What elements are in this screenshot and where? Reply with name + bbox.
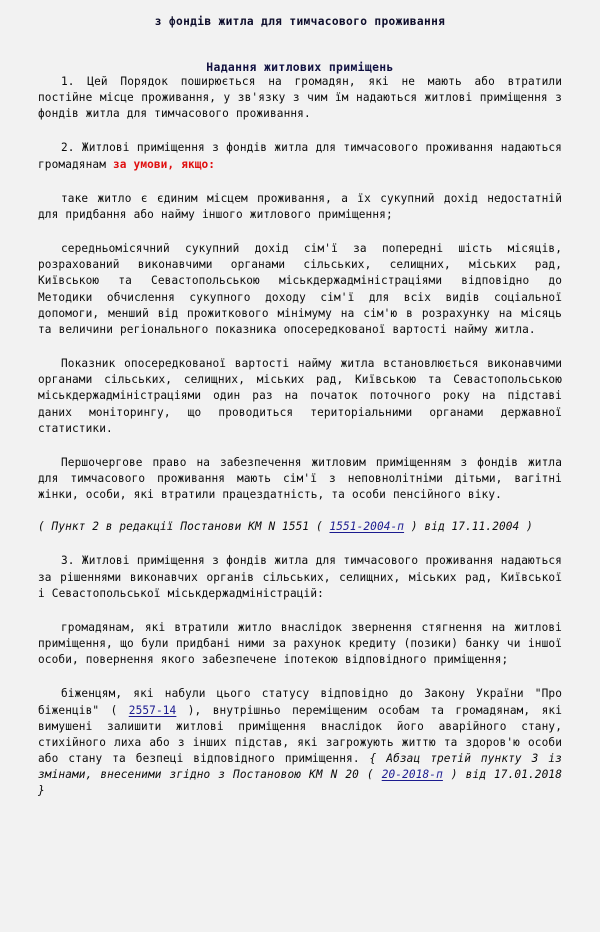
legal-reference-link-2557-14[interactable]: 2557-14 — [128, 703, 177, 717]
paragraph-1: 1. Цей Порядок поширюється на громадян, які не мають або втратили постійне місце проживання, у зв'язку з чим їм надаються житлові приміщення з фондів житла для тимчасового проживання. — [38, 75, 562, 121]
page-subtitle: Надання житлових приміщень — [206, 60, 394, 74]
amendment-note-1 — [38, 519, 562, 535]
paragraph-2-lead: 2. Житлові приміщення з фондів житла для тимчасового проживання надаються громадянам — [38, 141, 562, 171]
paragraph-2-item-c: Показник опосередкованої вартості найму житла встановлюється виконавчими органами сільських, селищних, міських рад, Київською та Севастопольською міськдержадміністраціями один раз на початок поточного року на підставі даних моніторингу, що проводиться територіальними органами державної статистики. — [38, 357, 562, 435]
amendment-note-1-prefix: ( Пункт 2 в редакції Постанови КМ N 1551 ( — [38, 520, 330, 534]
paragraph-2-item-b: середньомісячний сукупний дохід сім'ї за попередні шість місяців, розрахований виконавчими органами сільських, селищних, міських рад, Київською та Севастопольською міськдержадміністраціями відповідно до Методики обчислення сукупного доходу сім'ї для всіх видів соціальної допомоги, менший від прожиткового мінімуму на сім'ю в розрахунку на місяць та величини регіонального показника опосередкованої вартості найму житла. — [38, 242, 562, 336]
paragraph-3-item-b — [38, 686, 562, 799]
amendment-note-2-suffix: ) від 17.01.2018 } — [38, 768, 563, 798]
paragraph-3-item-b-prefix: біженцям, які набули цього статусу відповідно до Закону України "Про біженців" ( — [38, 687, 562, 717]
paragraph-2 — [38, 140, 562, 172]
paragraph-3: 3. Житлові приміщення з фондів житла для тимчасового проживання надаються за рішеннями виконавчих органів сільських, селищних, міських рад, Київської і Севастопольської міськдержадміністрацій: — [38, 554, 562, 600]
paragraph-2-item-d: Першочергове право на забезпечення житловим приміщенням з фондів житла для тимчасового проживання мають сім'ї з неповнолітніми дітьми, вагітні жінки, особи, які втратили працездатність, та особи пенсійного віку. — [38, 455, 562, 502]
highlighted-condition-text: за умови, якщо: — [113, 157, 216, 171]
legal-reference-link-20-2018[interactable]: 20-2018-п — [381, 768, 443, 782]
amendment-note-1-suffix: ) від 17.11.2004 ) — [404, 520, 533, 534]
legal-reference-link-1551-2004[interactable]: 1551-2004-п — [329, 520, 405, 534]
amendment-note-2-prefix: { Абзац третій пункту 3 із змінами, внесеними згідно з Постановою КМ N 20 ( — [38, 752, 562, 782]
page-title: з фондів житла для тимчасового проживання — [154, 15, 446, 28]
paragraph-3-item-a: громадянам, які втратили житло внаслідок звернення стягнення на житлові приміщення, що були придбані ними за рахунок кредиту (позики) банку чи іншої особи, повернення якого забезпечене іпотекою відповідного приміщення; — [38, 620, 562, 667]
paragraph-2-item-a: таке житло є єдиним місцем проживання, а їх сукупний дохід недостатній для придбання або найму іншого житлового приміщення; — [38, 191, 562, 221]
paragraph-3-item-b-suffix: ), внутрішньо переміщеним особам та громадянам, які вимушені залишити житлові приміщення внаслідок його аварійного стану, стихійного лиха або з інших підстав, які загрожують життю та здоров'ю особи або стану та безпеці відповідного приміщення. — [38, 703, 562, 765]
